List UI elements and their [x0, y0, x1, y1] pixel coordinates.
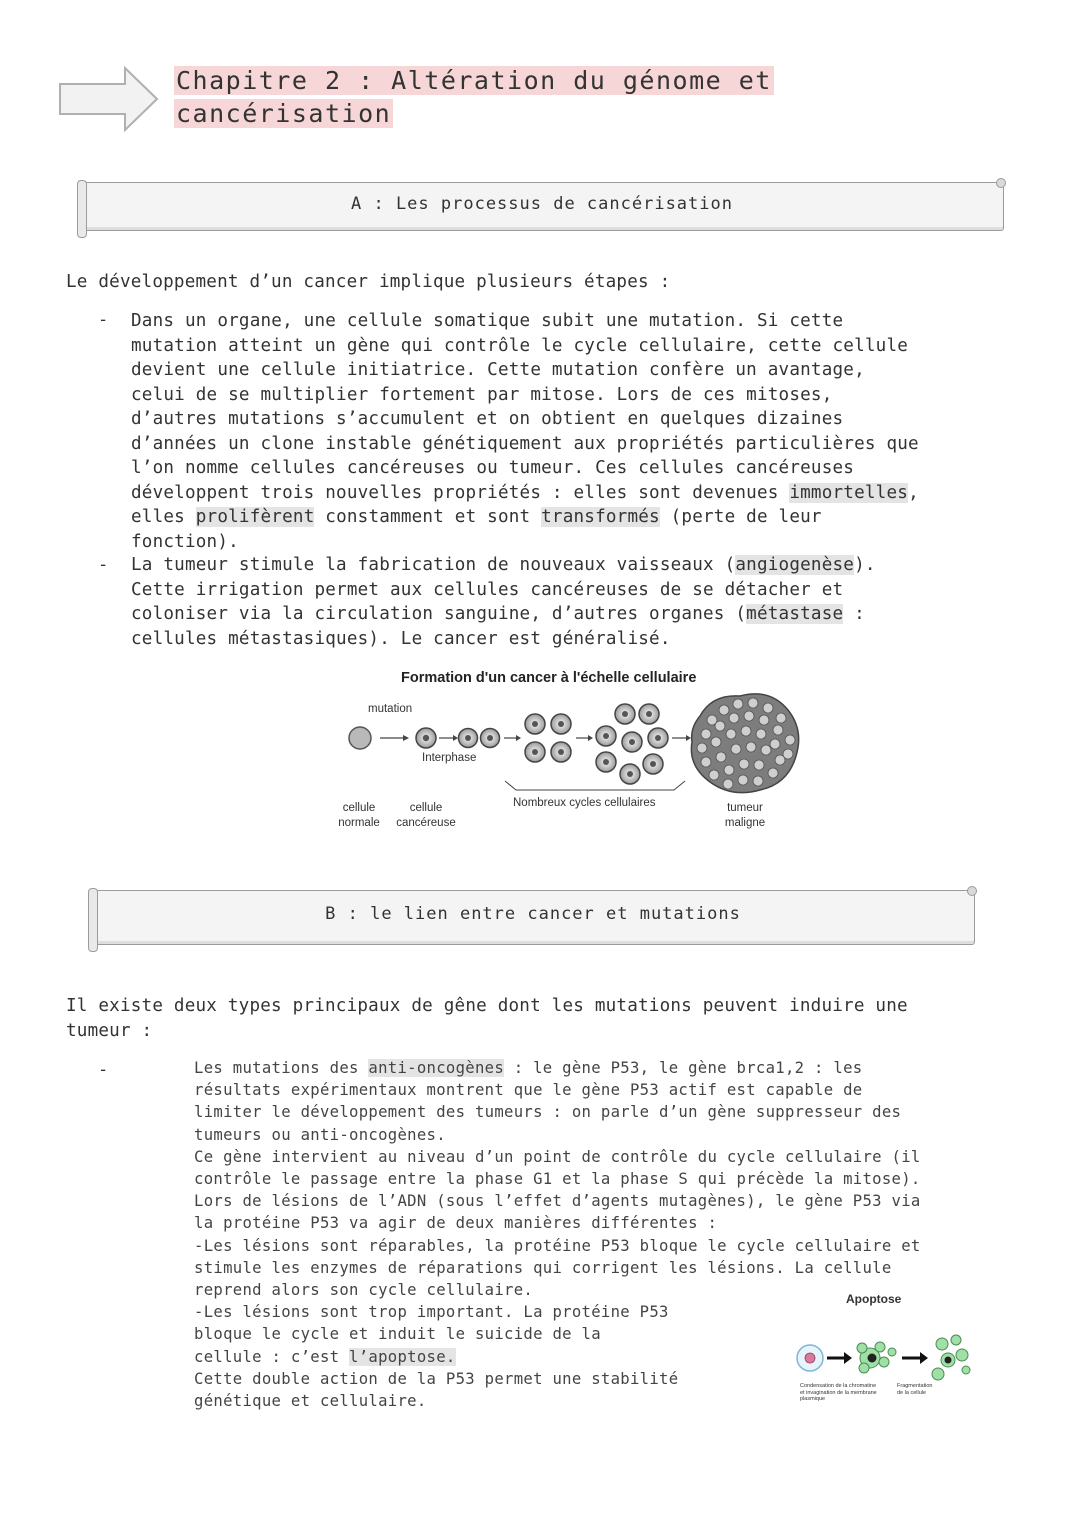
- term-proliferent: prolifèrent: [195, 507, 315, 527]
- section-a-banner: [80, 182, 1004, 231]
- figure-label-normal: cellule normale: [338, 802, 380, 829]
- term-transformes: transformés: [541, 507, 660, 527]
- four-cells: [525, 714, 571, 762]
- condensed-cell: [857, 1342, 896, 1373]
- figure-label-mutation: mutation: [368, 703, 413, 715]
- figure-label-tumor: tumeur maligne: [724, 802, 766, 829]
- figure-label-interphase: Interphase: [422, 752, 477, 764]
- term-apoptose: l’apoptose.: [349, 1347, 456, 1366]
- section-a-intro: Le développement d’un cancer implique plusieurs étapes :: [66, 272, 671, 292]
- intact-cell: [797, 1345, 823, 1371]
- apoptose-figure-title: Apoptose: [846, 1292, 902, 1306]
- cell-cluster: [596, 704, 668, 784]
- section-b-heading: B : le lien entre cancer et mutations: [325, 904, 741, 924]
- bullet-dash: -: [98, 1060, 109, 1080]
- apoptose-caption-1: Condensation de la chromatine et invagination de la membrane plasmique: [800, 1383, 877, 1402]
- figure-title: Formation d'un cancer à l'échelle cellulaire: [401, 670, 697, 686]
- term-angiogenese: angiogenèse: [735, 555, 855, 575]
- term-anti-oncogenes: anti-oncogènes: [368, 1059, 505, 1077]
- apoptose-caption-2: Fragmentation de la cellule: [897, 1383, 933, 1396]
- normal-cell: [349, 727, 371, 749]
- term-immortelles: immortelles: [789, 482, 909, 503]
- chapter-title-line-1: Chapitre 2 : Altération du génome et: [176, 66, 772, 95]
- section-b-banner: [91, 890, 975, 945]
- arrow-right-icon: [58, 66, 160, 132]
- term-metastase: métastase: [746, 604, 844, 624]
- fragmented-cell: [932, 1335, 970, 1380]
- section-a-heading: A : Les processus de cancérisation: [351, 194, 733, 214]
- section-b-bullet-text: Les mutations des anti-oncogènes : le gène P53, le gène brca1,2 : les résultats expérimentaux montrent que le gène P53 actif est capable de limiter le développement des tumeurs : on parle d’un gène suppresseur des tumeurs ou anti-oncogènes. Ce gène intervient au niveau d’un point de contrôle du cycle cellulaire (il contrôle le passage entre la phase G1 et la phase S qui précède la mitose). Lors de lésions de l’ADN (sous l’effet d’agents mutagènes), le gène P53 via la protéine P53 va agir de deux manières différentes : -Les lésions sont réparables, la protéine P53 bloque le cycle cellulaire et stimule les enzymes de réparations qui corrigent les lésions. La cellule reprend alors son cycle cellulaire. -Les lésions sont trop important. La protéine P53 bloque le cycle et induit le suicide de la cellule : c’est l’apoptose. Cette double action de la P53 permet une stabilité génétique et cellulaire.: [194, 1059, 921, 1411]
- cancer-cell: [416, 728, 436, 748]
- malignant-tumor: [691, 694, 798, 793]
- chapter-title-line-2: cancérisation: [176, 99, 392, 128]
- dividing-cells: [459, 729, 500, 748]
- apoptose-diagram: [792, 1330, 976, 1386]
- cancer-formation-diagram: [340, 686, 810, 800]
- section-b-intro: Il existe deux types principaux de gêne dont les mutations peuvent induire une tumeur :: [66, 996, 908, 1041]
- bullet-2-text: La tumeur stimule la fabrication de nouveaux vaisseaux (angiogenèse). Cette irrigation permet aux cellules cancéreuses de se détacher et coloniser via la circulation sanguine, d’autres organes (métastase : cellules métastasiques). Le cancer est généralisé.: [131, 555, 876, 649]
- figure-label-cancer-cell: cellule cancéreuse: [396, 802, 456, 829]
- bullet-dash: -: [98, 310, 109, 330]
- bullet-dash: -: [98, 555, 109, 575]
- bullet-1-text: Dans un organe, une cellule somatique subit une mutation. Si cette mutation atteint un gène qui contrôle le cycle cellulaire, cette cellule devient une cellule initiatrice. Cette mutation confère un avantage, celui de se multiplier fortement par mitose. Lors de ces mitoses, d’autres mutations s’accumulent et on obtient en quelques dizaines d’années un clone instable génétiquement aux propriétés particulières que l’on nomme cellules cancéreuses ou tumeur. Ces cellules cancéreuses développent trois nouvelles propriétés : elles sont devenues immortelles, elles prolifèrent constamment et sont transformés (perte de leur fonction).: [131, 311, 919, 552]
- figure-label-cycles: Nombreux cycles cellulaires: [513, 797, 656, 809]
